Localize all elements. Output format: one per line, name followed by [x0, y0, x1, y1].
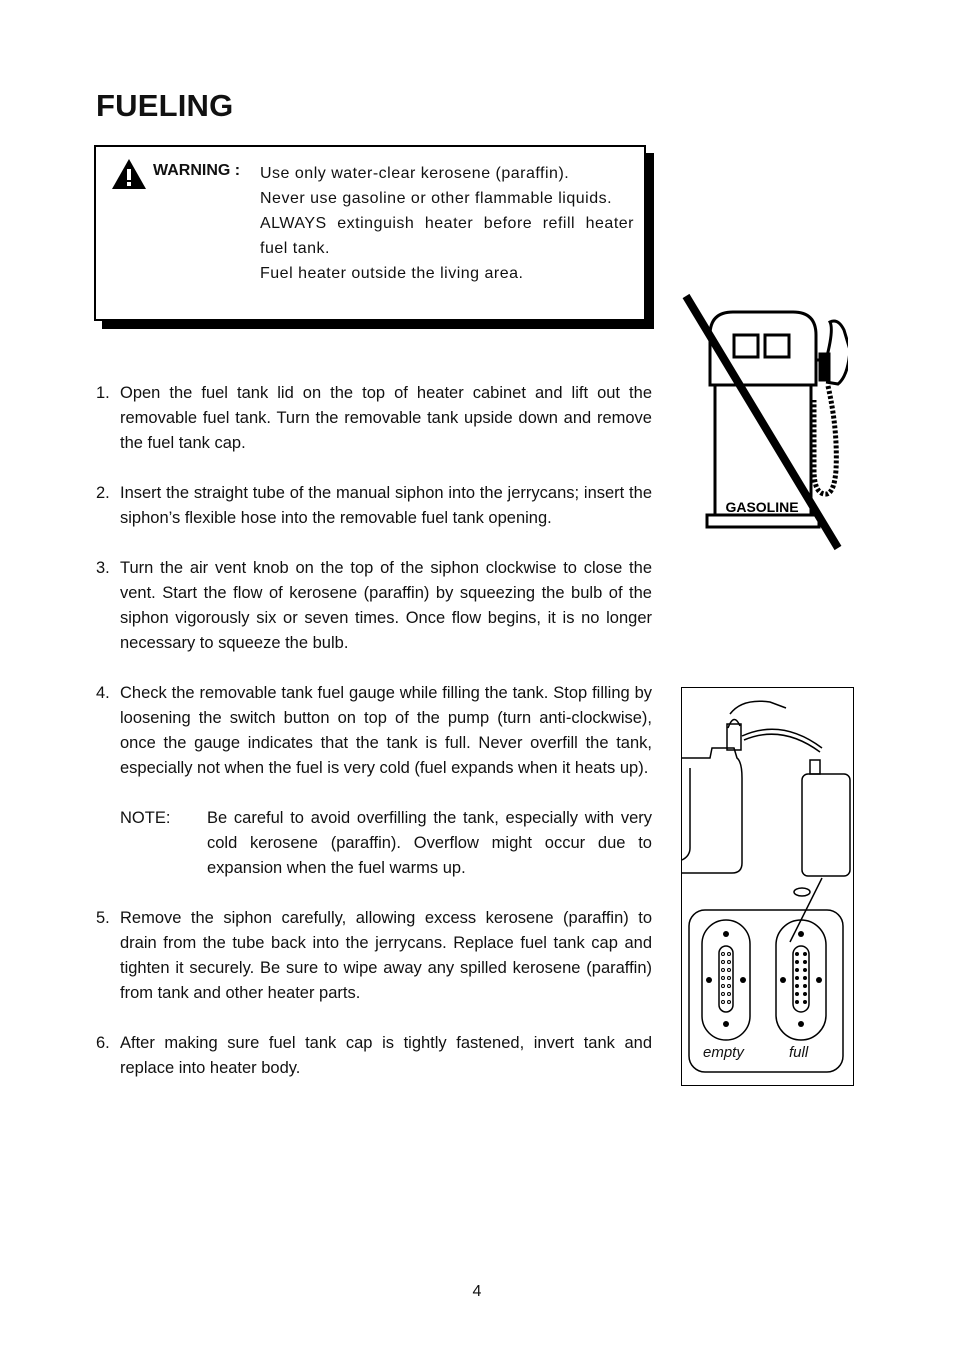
warning-box	[94, 145, 654, 329]
gauge-full-label: full	[789, 1044, 809, 1061]
list-item	[96, 556, 652, 656]
warning-triangle-icon	[111, 158, 147, 190]
note	[120, 806, 652, 881]
siphon-fuel-gauge-icon	[682, 688, 853, 1085]
step-number: 2.	[96, 484, 110, 502]
warning-line: Fuel heater outside the living area.	[260, 265, 524, 282]
step-number: 3.	[96, 559, 110, 577]
step-number: 4.	[96, 684, 110, 702]
step-text: Remove the siphon carefully, allowing excess kerosene (paraffin) to drain from the tube back into the jerrycans. Replace fuel tank cap and tighten it securely. Be sure to wipe away any spilled kerosene (paraffin) from tank and other heater parts.	[120, 909, 652, 1002]
list-item	[96, 906, 652, 1006]
step-text: Check the removable tank fuel gauge while filling the tank. Stop filling by loosening the switch button on top of the pump (turn anti-clockwise), once the gauge indicates that the tank is full. Never overfill the tank, especially not when the fuel is very cold (fuel expands when it heats up).	[120, 684, 652, 777]
page-title: FUELING	[96, 88, 234, 123]
step-text: Turn the air vent knob on the top of the siphon clockwise to close the vent. Start the flow of kerosene (paraffin) by squeezing the bulb of the siphon vigorously six or seven times. Once flow begins, it is no longer necessary to squeeze the bulb.	[120, 559, 652, 652]
warning-label: WARNING :	[153, 162, 241, 179]
warning-line: Never use gasoline or other flammable liquids.	[260, 190, 613, 207]
warning-text	[260, 161, 634, 286]
steps-list	[96, 381, 652, 1106]
step-text: Open the fuel tank lid on the top of heater cabinet and lift out the removable fuel tank. Turn the removable tank upside down and remove the fuel tank cap.	[120, 384, 652, 452]
step-text: Insert the straight tube of the manual siphon into the jerrycans; insert the siphon’s flexible hose into the removable fuel tank opening.	[120, 484, 652, 527]
list-item	[96, 381, 652, 456]
gasoline-label: GASOLINE	[725, 499, 799, 515]
warning-line: ALWAYS extinguish heater before refill heater fuel tank.	[260, 215, 634, 257]
page-number: 4	[472, 1283, 482, 1300]
note-text: Be careful to avoid overfilling the tank, especially with very cold kerosene (paraffin). Overflow might occur due to expansion when the fuel warms up.	[207, 809, 652, 877]
step-number: 1.	[96, 384, 110, 402]
warning-line: Use only water-clear kerosene (paraffin).	[260, 165, 570, 182]
list-item	[96, 681, 652, 781]
note-label: NOTE:	[120, 809, 171, 827]
no-gasoline-pump-icon	[678, 290, 848, 552]
step-number: 6.	[96, 1034, 110, 1052]
list-item	[96, 481, 652, 531]
warning-box-frame	[94, 145, 646, 321]
gauge-empty-label: empty	[703, 1044, 744, 1061]
step-number: 5.	[96, 909, 110, 927]
step-text: After making sure fuel tank cap is tightly fastened, invert tank and replace into heater body.	[120, 1034, 652, 1077]
list-item	[96, 1031, 652, 1081]
siphon-figure	[681, 687, 854, 1086]
